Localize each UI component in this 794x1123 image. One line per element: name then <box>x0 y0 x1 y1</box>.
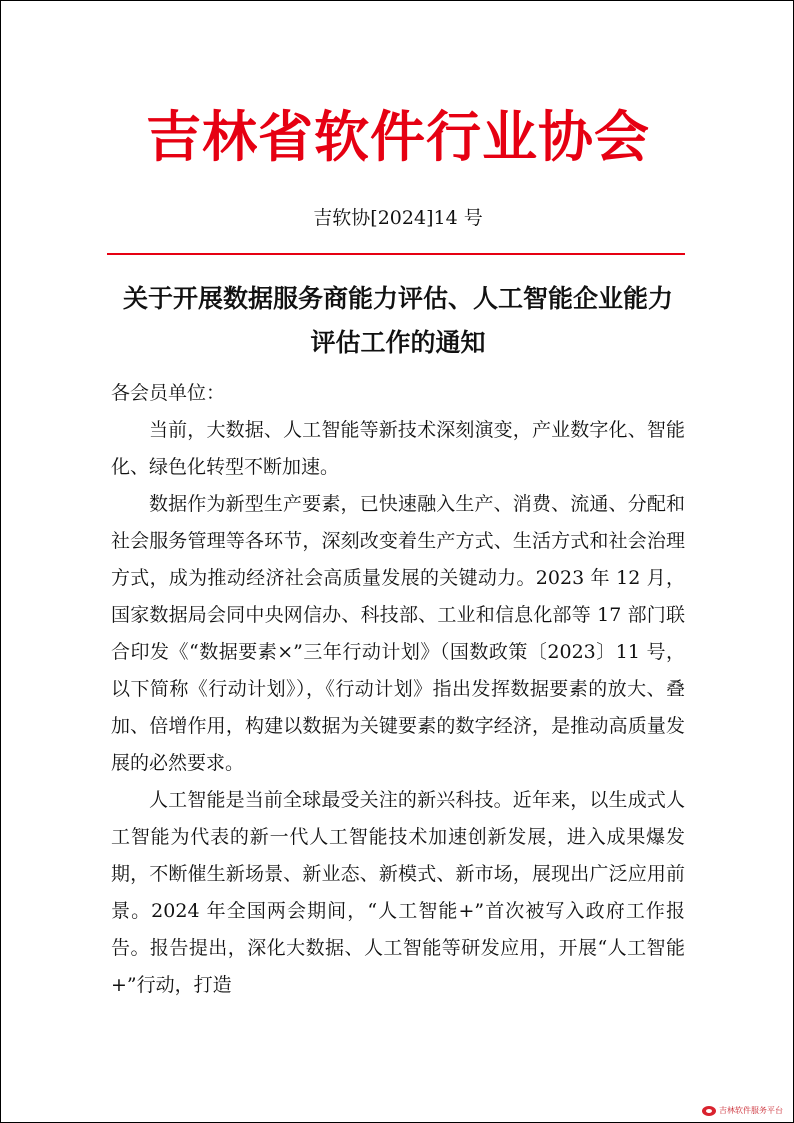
watermark-stamp <box>702 1106 783 1116</box>
paragraph-1: 当前，大数据、人工智能等新技术深刻演变，产业数字化、智能化、绿色化转型不断加速。 <box>111 419 685 478</box>
paragraph-2: 数据作为新型生产要素，已快速融入生产、消费、流通、分配和社会服务管理等各环节，深刻改变着生产方式、生活方式和社会治理方式，成为推动经济社会高质量发展的关键动力。2023 年 12 月，国家数据局会同中央网信办、科技部、工业和信息化部等 17 部门联合印发《“数据要素×”三年行动计划》（国数政策〔2023〕11 号，以下简称《行动计划》），《行动计划》指出发挥数据要素的放大、叠加、倍增作用，构建以数据为关键要素的数字经济，是推动高质量发展的必然要求。 <box>111 493 685 774</box>
platform-logo-icon <box>702 1106 716 1116</box>
notice-body <box>111 375 685 1004</box>
red-divider <box>107 253 685 255</box>
paragraph-3: 人工智能是当前全球最受关注的新兴科技。近年来，以生成式人工智能为代表的新一代人工智能技术加速创新发展，进入成果爆发期，不断催生新场景、新业态、新模式、新市场，展现出广泛应用前景。2024 年全国两会期间，“人工智能+”首次被写入政府工作报告。报告提出，深化大数据、人工智能等研发应用，开展“人工智能+”行动，打造 <box>111 789 685 996</box>
watermark-text: 吉林软件服务平台 <box>719 1106 783 1115</box>
notice-title: 关于开展数据服务商能力评估、人工智能企业能力评估工作的通知 <box>122 284 673 357</box>
organization-title: 吉林省软件行业协会 <box>145 105 650 169</box>
salutation: 各会员单位： <box>111 382 226 404</box>
document-number: 吉软协[2024]14 号 <box>313 207 483 229</box>
